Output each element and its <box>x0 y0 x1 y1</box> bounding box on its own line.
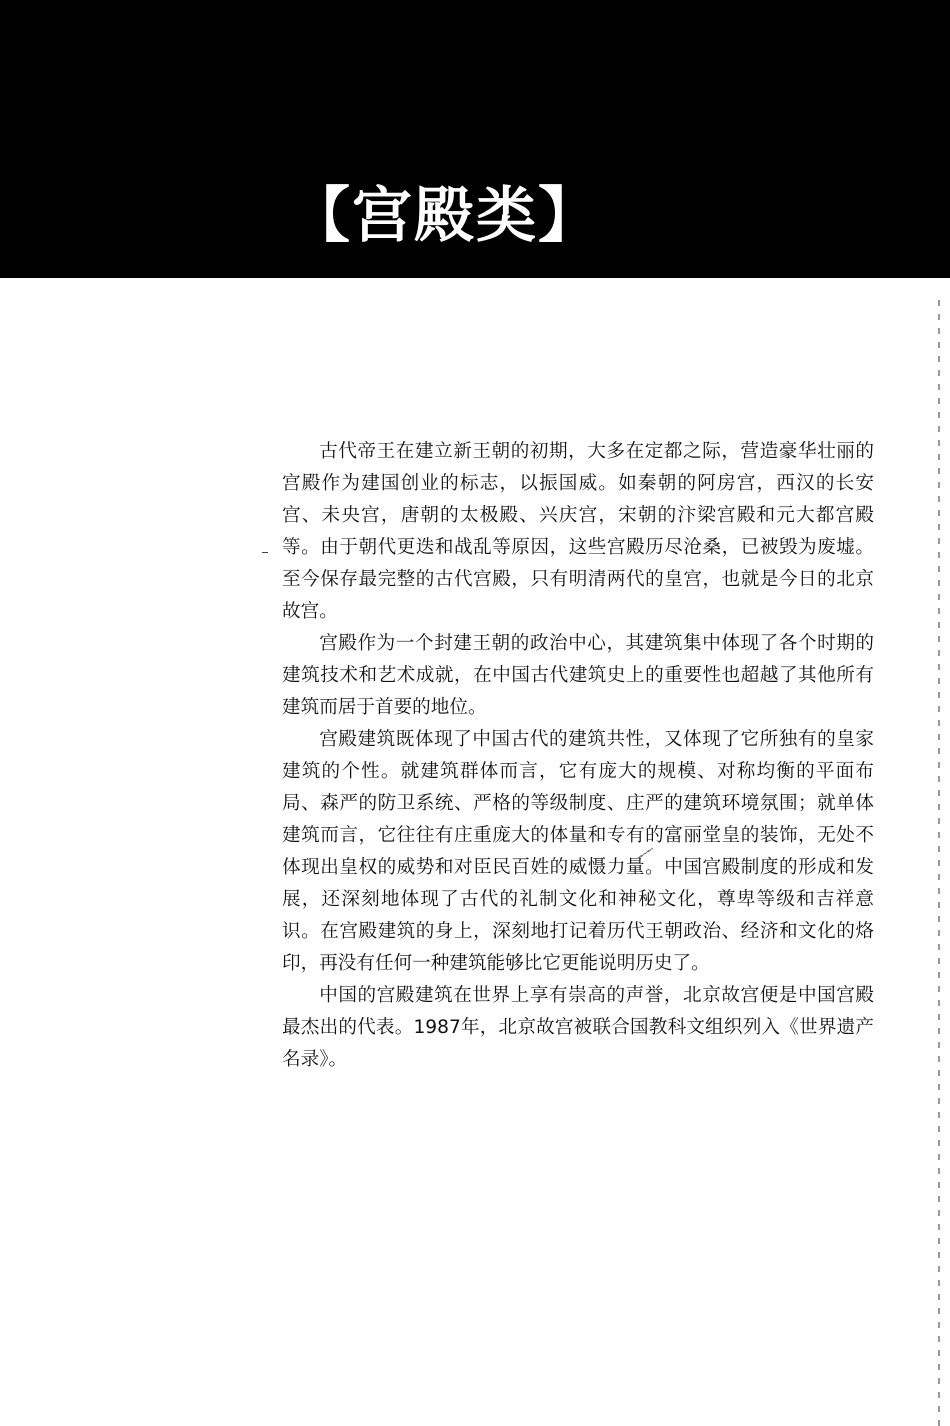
paragraph: 宫殿建筑既体现了中国古代的建筑共性，又体现了它所独有的皇家建筑的个性。就建筑群体而言，它有庞大的规模、对称均衡的平面布局、森严的防卫系统、严格的等级制度、庄严的建筑环境氛围；就单体建筑而言，它往往有庄重庞大的体量和专有的富丽堂皇的装饰，无处不体现出皇权的威势和对臣民百姓的威慑力量。中国宫殿制度的形成和发展，还深刻地体现了古代的礼制文化和神秘文化，尊卑等级和吉祥意识。在宫殿建筑的身上，深刻地打记着历代王朝政治、经济和文化的烙印，再没有任何一种建筑能够比它更能说明历史了。 <box>282 729 874 974</box>
paragraph: 古代帝王在建立新王朝的初期，大多在定都之际，营造豪华壮丽的宫殿作为建国创业的标志，以振国威。如秦朝的阿房宫，西汉的长安宫、未央宫，唐朝的太极殿、兴庆宫，宋朝的汴梁宫殿和元大都宫殿等。由于朝代更迭和战乱等原因，这些宫殿历尽沧桑，已被毁为废墟。至今保存最完整的古代宫殿，只有明清两代的皇宫，也就是今日的北京故宫。 <box>282 441 874 622</box>
body-text <box>282 436 874 1076</box>
section-title: 【宫殿类】 <box>290 181 600 251</box>
page-edge-scan-line <box>938 300 940 1426</box>
margin-mark <box>262 552 268 553</box>
header-band <box>0 0 950 278</box>
paragraph: 中国的宫殿建筑在世界上享有崇高的声誉，北京故宫便是中国宫殿最杰出的代表。1987年，北京故宫被联合国教科文组织列入《世界遗产名录》。 <box>282 985 874 1070</box>
scan-artifact-mark <box>636 846 656 860</box>
paragraph: 宫殿作为一个封建王朝的政治中心，其建筑集中体现了各个时期的建筑技术和艺术成就，在中国古代建筑史上的重要性也超越了其他所有建筑而居于首要的地位。 <box>282 633 874 718</box>
